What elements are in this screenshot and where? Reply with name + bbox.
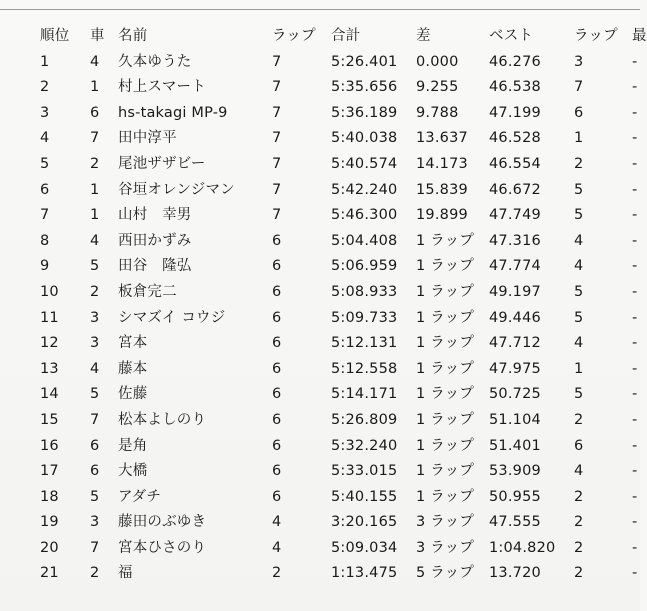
cell-laps: 6 [272,488,282,505]
cell-name: 藤本 [118,360,148,377]
table-row [0,382,640,408]
cell-car: 2 [90,565,100,582]
header-best: ベスト [489,28,534,44]
header-total: 合計 [331,28,361,44]
cell-truncated: - [632,386,638,403]
cell-best-lap: 4 [574,258,584,275]
cell-car: 6 [90,437,100,454]
cell-laps: 7 [272,155,282,172]
cell-total: 5:26.809 [331,411,398,428]
table-row [0,510,640,536]
cell-truncated: - [632,463,638,480]
table-row [0,357,640,383]
cell-position: 7 [40,207,50,224]
table-row [0,178,640,204]
cell-best: 47.774 [489,258,541,275]
cell-position: 4 [40,130,50,147]
cell-car: 4 [90,53,100,70]
cell-best-lap: 5 [574,207,584,224]
cell-gap: 1 ラップ [416,437,475,454]
cell-truncated: - [632,309,638,326]
cell-total: 5:09.733 [331,309,398,326]
header-best-lap: ラップ [574,28,618,44]
table-row [0,50,640,76]
cell-car: 5 [90,386,100,403]
cell-name: 松本よしのり [118,411,207,428]
cell-gap: 5 ラップ [416,565,475,582]
cell-gap: 1 ラップ [416,488,475,505]
cell-total: 5:12.558 [331,360,398,377]
cell-total: 5:33.015 [331,463,398,480]
cell-position: 15 [40,411,59,428]
cell-name: 尾池ザザビー [118,155,206,172]
cell-gap: 1 ラップ [416,283,475,300]
cell-laps: 6 [272,386,282,403]
cell-best: 47.975 [489,360,541,377]
cell-truncated: - [632,360,638,377]
cell-total: 5:42.240 [331,181,398,198]
cell-gap: 1 ラップ [416,232,475,249]
cell-car: 1 [90,207,100,224]
cell-position: 14 [40,386,59,403]
cell-total: 5:35.656 [331,79,398,96]
cell-position: 6 [40,181,50,198]
cell-name: アダチ [118,488,162,505]
table-row [0,459,640,485]
cell-best-lap: 6 [574,437,584,454]
cell-gap: 3 ラップ [416,539,475,556]
cell-name: 村上スマート [118,79,206,96]
cell-car: 2 [90,155,100,172]
cell-total: 5:04.408 [331,232,398,249]
results-table [0,24,647,587]
cell-total: 1:13.475 [331,565,398,582]
cell-truncated: - [632,514,638,531]
cell-name: 佐藤 [118,386,148,403]
cell-car: 2 [90,283,100,300]
cell-total: 5:08.933 [331,283,398,300]
cell-laps: 7 [272,130,282,147]
cell-total: 5:09.034 [331,539,398,556]
cell-best: 47.712 [489,335,541,352]
cell-gap: 1 ラップ [416,309,475,326]
table-row [0,536,640,562]
cell-truncated: - [632,437,638,454]
cell-best: 46.276 [489,53,541,70]
cell-name: 西田かずみ [118,232,192,249]
cell-laps: 6 [272,232,282,249]
cell-total: 5:40.574 [331,155,398,172]
cell-name: 谷垣オレンジマン [118,181,235,198]
cell-position: 20 [40,539,59,556]
cell-car: 7 [90,539,100,556]
cell-position: 8 [40,232,50,249]
cell-position: 3 [40,104,50,121]
cell-car: 6 [90,463,100,480]
cell-name: 宮本ひさのり [118,539,207,556]
cell-name: hs-takagi MP-9 [118,104,228,121]
cell-best-lap: 2 [574,155,584,172]
cell-best-lap: 5 [574,386,584,403]
cell-car: 3 [90,309,100,326]
cell-position: 11 [40,309,59,326]
cell-gap: 1 ラップ [416,360,475,377]
cell-laps: 2 [272,565,282,582]
cell-position: 18 [40,488,59,505]
table-row [0,485,640,511]
cell-laps: 7 [272,104,282,121]
top-rule [0,9,640,10]
cell-laps: 6 [272,463,282,480]
cell-laps: 6 [272,283,282,300]
cell-laps: 6 [272,309,282,326]
table-row [0,152,640,178]
cell-best-lap: 2 [574,488,584,505]
cell-position: 21 [40,565,59,582]
cell-name: 宮本 [118,335,148,352]
cell-name: 田中淳平 [118,130,177,147]
cell-best-lap: 1 [574,360,584,377]
cell-laps: 6 [272,411,282,428]
cell-best: 49.197 [489,283,541,300]
cell-truncated: - [632,539,638,556]
cell-position: 10 [40,283,59,300]
cell-gap: 13.637 [416,130,468,147]
cell-car: 1 [90,79,100,96]
cell-gap: 1 ラップ [416,386,475,403]
cell-car: 7 [90,130,100,147]
cell-car: 5 [90,258,100,275]
cell-gap: 14.173 [416,155,468,172]
table-row [0,126,640,152]
header-car: 車 [90,28,105,44]
cell-laps: 4 [272,514,282,531]
cell-best: 53.909 [489,463,541,480]
cell-position: 12 [40,335,59,352]
cell-laps: 7 [272,181,282,198]
cell-best: 46.672 [489,181,541,198]
cell-total: 5:26.401 [331,53,398,70]
cell-name: 山村 幸男 [118,207,192,224]
cell-laps: 4 [272,539,282,556]
cell-laps: 7 [272,53,282,70]
cell-truncated: - [632,335,638,352]
cell-total: 5:12.131 [331,335,398,352]
cell-gap: 1 ラップ [416,335,475,352]
header-row [0,24,647,50]
cell-best-lap: 5 [574,181,584,198]
cell-best-lap: 2 [574,514,584,531]
cell-total: 5:40.038 [331,130,398,147]
cell-best: 50.725 [489,386,541,403]
cell-best: 1:04.820 [489,539,556,556]
cell-total: 5:36.189 [331,104,398,121]
table-row [0,75,640,101]
table-row [0,331,640,357]
cell-laps: 7 [272,79,282,96]
cell-gap: 9.255 [416,79,459,96]
cell-name: 是角 [118,437,148,454]
cell-name: 板倉完二 [118,283,177,300]
cell-name: 福 [118,565,133,582]
cell-laps: 6 [272,258,282,275]
cell-truncated: - [632,53,638,70]
cell-truncated: - [632,130,638,147]
cell-best-lap: 2 [574,539,584,556]
cell-truncated: - [632,488,638,505]
cell-car: 1 [90,181,100,198]
cell-best-lap: 2 [574,565,584,582]
cell-best: 46.554 [489,155,541,172]
header-laps: ラップ [272,28,316,44]
cell-gap: 1 ラップ [416,411,475,428]
cell-car: 7 [90,411,100,428]
cell-gap: 9.788 [416,104,459,121]
table-row [0,280,640,306]
cell-car: 5 [90,488,100,505]
cell-position: 5 [40,155,50,172]
cell-name: 田谷 隆弘 [118,258,192,275]
cell-name: 藤田のぶゆき [118,514,207,531]
cell-best-lap: 4 [574,335,584,352]
cell-total: 5:14.171 [331,386,398,403]
cell-best: 47.316 [489,232,541,249]
table-row [0,101,640,127]
cell-best: 51.104 [489,411,541,428]
cell-car: 4 [90,360,100,377]
cell-truncated: - [632,258,638,275]
table-row [0,229,640,255]
table-row [0,434,640,460]
cell-total: 5:40.155 [331,488,398,505]
cell-total: 5:32.240 [331,437,398,454]
cell-gap: 1 ラップ [416,258,475,275]
header-name: 名前 [118,28,148,44]
cell-total: 5:06.959 [331,258,398,275]
cell-best-lap: 7 [574,79,584,96]
cell-position: 13 [40,360,59,377]
header-truncated: 最 [632,28,647,44]
cell-name: シマズイ コウジ [118,309,226,326]
cell-best: 49.446 [489,309,541,326]
table-row [0,306,640,332]
cell-truncated: - [632,207,638,224]
cell-laps: 7 [272,207,282,224]
table-row [0,408,640,434]
cell-best-lap: 4 [574,232,584,249]
cell-best-lap: 5 [574,309,584,326]
cell-truncated: - [632,155,638,172]
cell-truncated: - [632,181,638,198]
header-gap: 差 [416,28,431,44]
cell-truncated: - [632,411,638,428]
cell-position: 9 [40,258,50,275]
cell-best: 13.720 [489,565,541,582]
cell-truncated: - [632,104,638,121]
cell-car: 4 [90,232,100,249]
cell-name: 久本ゆうた [118,53,192,70]
cell-best: 46.538 [489,79,541,96]
cell-truncated: - [632,79,638,96]
cell-best-lap: 6 [574,104,584,121]
cell-total: 3:20.165 [331,514,398,531]
cell-truncated: - [632,565,638,582]
cell-best-lap: 1 [574,130,584,147]
cell-total: 5:46.300 [331,207,398,224]
cell-position: 17 [40,463,59,480]
cell-car: 3 [90,514,100,531]
cell-gap: 19.899 [416,207,468,224]
cell-position: 16 [40,437,59,454]
cell-position: 1 [40,53,50,70]
header-position: 順位 [40,28,70,44]
cell-best: 47.749 [489,207,541,224]
cell-best: 50.955 [489,488,541,505]
cell-best: 51.401 [489,437,541,454]
cell-car: 3 [90,335,100,352]
cell-name: 大橋 [118,463,148,480]
cell-best-lap: 3 [574,53,584,70]
cell-car: 6 [90,104,100,121]
cell-best-lap: 2 [574,411,584,428]
cell-best: 46.528 [489,130,541,147]
cell-gap: 0.000 [416,53,459,70]
cell-best: 47.555 [489,514,541,531]
cell-laps: 6 [272,437,282,454]
cell-gap: 1 ラップ [416,463,475,480]
cell-truncated: - [632,283,638,300]
cell-laps: 6 [272,360,282,377]
cell-best-lap: 4 [574,463,584,480]
cell-laps: 6 [272,335,282,352]
cell-position: 19 [40,514,59,531]
cell-best-lap: 5 [574,283,584,300]
table-row [0,561,640,587]
cell-best: 47.199 [489,104,541,121]
table-row [0,203,640,229]
table-row [0,254,640,280]
cell-truncated: - [632,232,638,249]
cell-gap: 3 ラップ [416,514,475,531]
cell-gap: 15.839 [416,181,468,198]
cell-position: 2 [40,79,50,96]
